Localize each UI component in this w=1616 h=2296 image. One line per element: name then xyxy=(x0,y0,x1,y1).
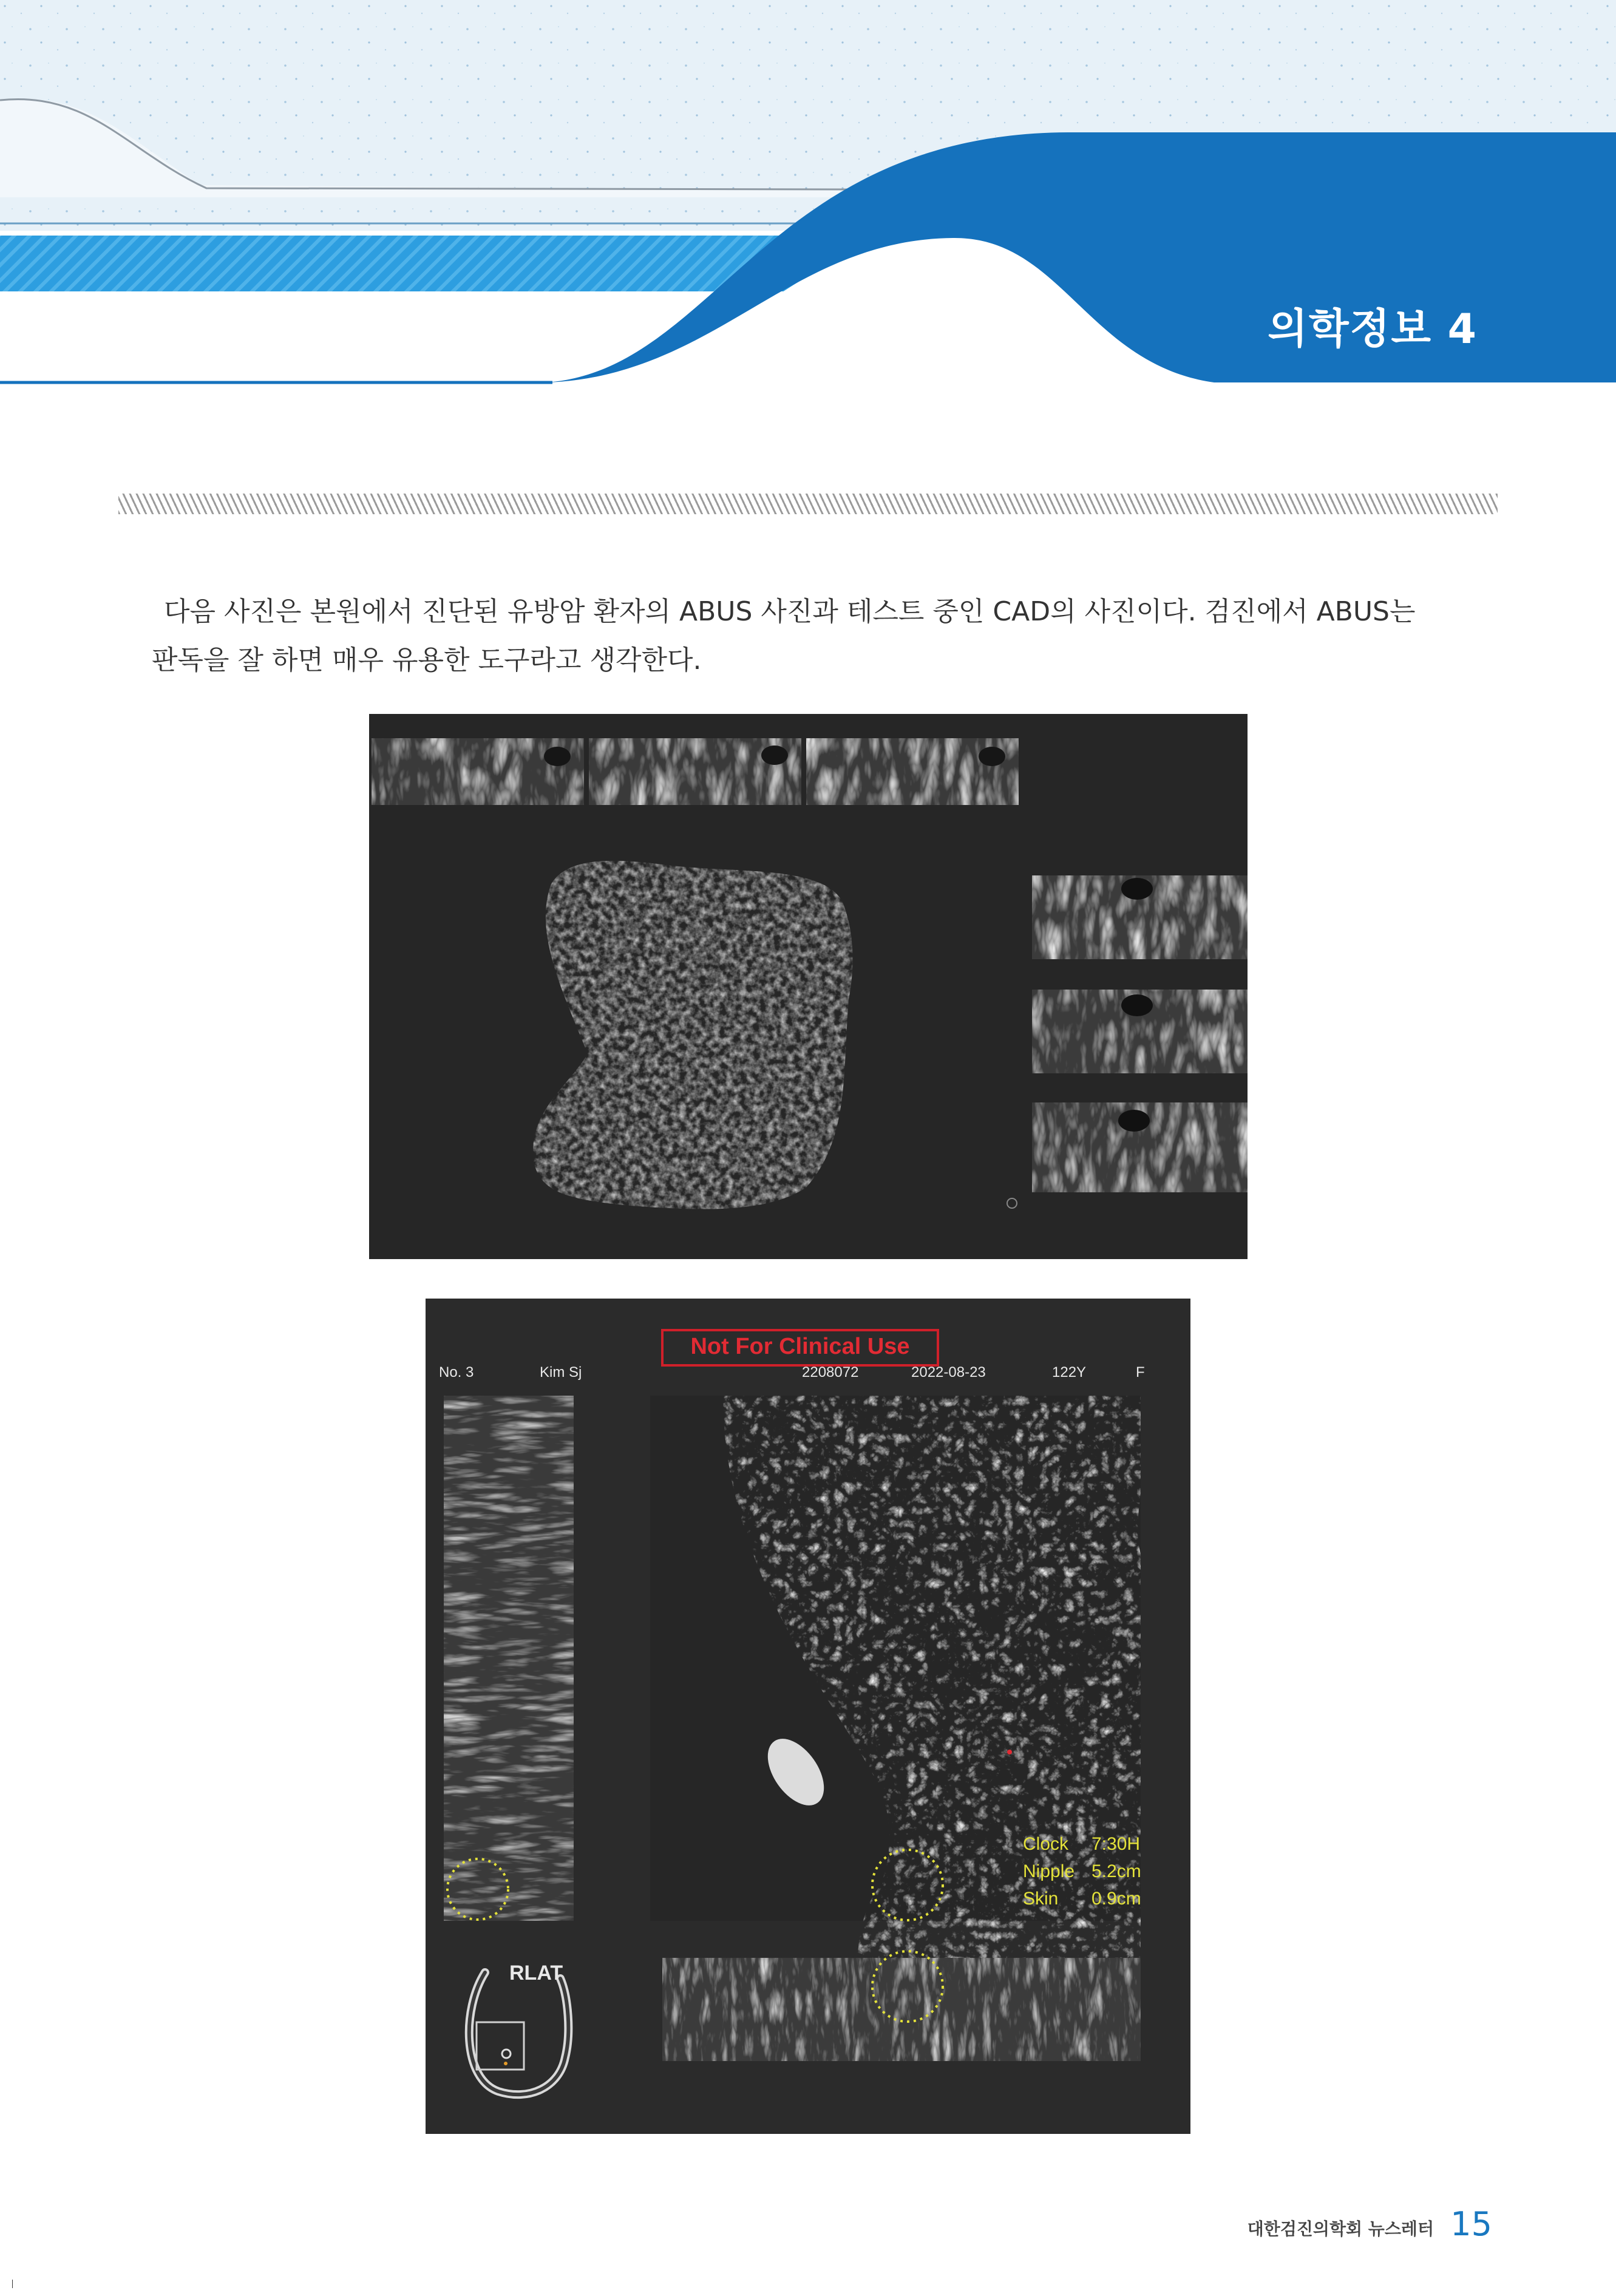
corner-mark xyxy=(12,2280,13,2288)
measurement-values xyxy=(1091,1830,1141,1912)
section-title: 의학정보 4 xyxy=(1268,305,1478,353)
exam-date: 2022-08-23 xyxy=(911,1364,986,1381)
patient-number: No. 3 xyxy=(439,1364,474,1381)
clock-value: 7:30H xyxy=(1091,1834,1141,1854)
abus-scan-graphic xyxy=(369,714,1248,1259)
intro-paragraph xyxy=(152,588,1493,685)
measurement-labels xyxy=(1023,1830,1075,1912)
nipple-value: 5.2cm xyxy=(1091,1861,1141,1881)
clock-label: Clock xyxy=(1023,1834,1069,1854)
newsletter-name: 대한검진의학회 뉴스레터 xyxy=(1247,2219,1434,2239)
cad-image-figure xyxy=(426,1299,1190,2134)
cad-scan-graphic xyxy=(426,1299,1190,2134)
intro-line-2: 판독을 잘 하면 매우 유용한 도구라고 생각한다. xyxy=(152,645,702,676)
patient-id: 2208072 xyxy=(802,1364,859,1381)
skin-value: 0.9cm xyxy=(1091,1889,1141,1909)
skin-label: Skin xyxy=(1023,1889,1059,1909)
warning-text: Not For Clinical Use xyxy=(690,1334,910,1359)
patient-age: 122Y xyxy=(1052,1364,1087,1381)
not-for-clinical-use-banner xyxy=(661,1329,939,1367)
nipple-label: Nipple xyxy=(1023,1861,1075,1881)
patient-sex: F xyxy=(1136,1364,1145,1381)
abus-image-figure xyxy=(369,714,1248,1259)
page-number: 15 xyxy=(1450,2205,1492,2243)
intro-line-1: 다음 사진은 본원에서 진단된 유방암 환자의 ABUS 사진과 테스트 중인 CAD의 사진이다. 검진에서 ABUS는 xyxy=(164,596,1416,627)
patient-name: Kim Sj xyxy=(540,1364,582,1381)
hatched-divider xyxy=(118,494,1498,514)
view-label: RLAT xyxy=(509,1961,563,1985)
